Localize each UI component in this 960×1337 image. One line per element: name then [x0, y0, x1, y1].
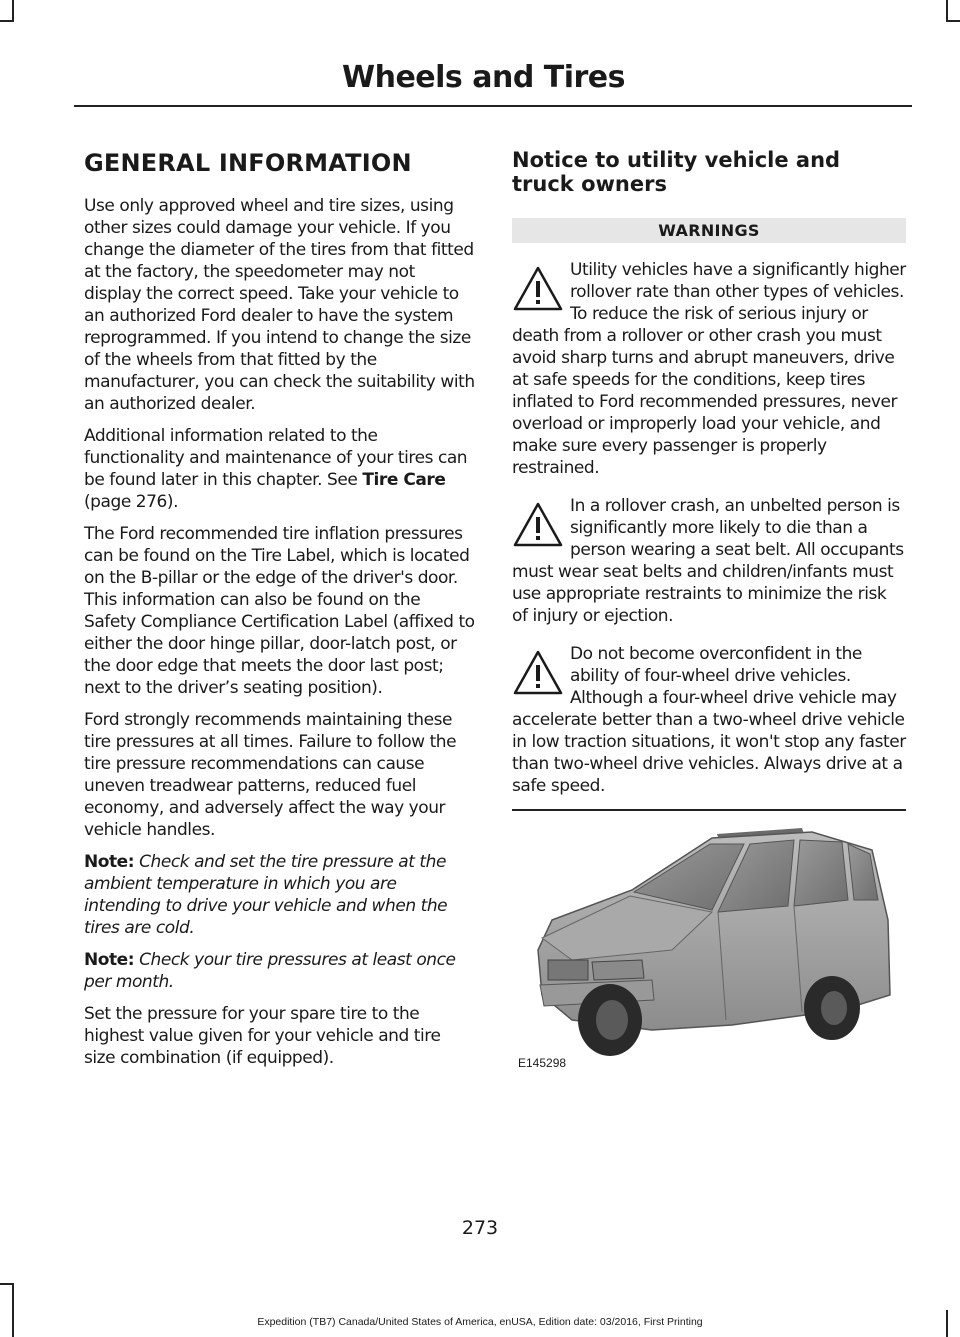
- warnings-banner: WARNINGS: [512, 218, 906, 243]
- page-number: 273: [461, 1217, 499, 1239]
- crop-mark: [12, 1283, 14, 1337]
- crop-mark: [946, 0, 948, 20]
- paragraph: Ford strongly recommends maintaining these tire pressures at all times. Failure to follow the tire pressure recommendations can cause uneven treadwear patterns, reduced fuel economy, and adversely affect the way your vehicle handles.: [84, 710, 457, 840]
- warning-text: Do not become overconfident in the ability of four-wheel drive vehicles. Although a four-wheel drive vehicle may accelerate better than a two-wheel drive vehicle in low traction situations, it won't stop any faster than two-wheel drive vehicles. Always drive at a safe speed.: [512, 644, 906, 796]
- paragraph: The Ford recommended tire inflation pressures can be found on the Tire Label, which is located on the B-pillar or the edge of the driver's door. This information can also be found on the Safety Compliance Certification Label (affixed to either the door hinge pillar, door-latch post, or the door edge that meets the door last post; next to the driver’s seating position).: [84, 524, 475, 698]
- section-title: GENERAL INFORMATION: [84, 149, 412, 177]
- crop-mark: [12, 0, 14, 20]
- warning-triangle-icon: [512, 649, 564, 697]
- right-column: [512, 140, 906, 811]
- warning-triangle-icon: [512, 265, 564, 313]
- figure-code: E145298: [518, 1056, 567, 1070]
- page-header-title: Wheels and Tires: [342, 60, 625, 95]
- paragraph: Set the pressure for your spare tire to the highest value given for your vehicle and tire size combination (if equipped).: [84, 1004, 441, 1068]
- paragraph-text: Additional information related to the functionality and maintenance of your tires can be found later in this chapter. See: [84, 426, 468, 490]
- note-text: Check your tire pressures at least once per month.: [84, 950, 456, 992]
- warning-text: In a rollover crash, an unbelted person is significantly more likely to die than a person wearing a seat belt. All occupants must wear seat belts and children/infants must use appropriate restraints to minimize the risk of injury or ejection.: [512, 496, 904, 626]
- footer-text: Expedition (TB7) Canada/United States of America, enUSA, Edition date: 03/2016, First Printing: [257, 1316, 703, 1328]
- note: [84, 949, 476, 993]
- paragraph: Use only approved wheel and tire sizes, using other sizes could damage your vehicle. If you change the diameter of the tires from that fitted at the factory, the speedometer may not display the correct speed. Take your vehicle to an authorized Ford dealer to have the system reprogrammed. If you intend to change the size of the wheels from that fitted by the manufacturer, you can check the suitability with an authorized dealer.: [84, 196, 475, 414]
- header-divider: [74, 105, 912, 107]
- tire-care-link[interactable]: Tire Care: [362, 470, 446, 490]
- warning-item: [512, 643, 906, 797]
- left-column: [84, 140, 476, 1079]
- suv-illustration: [512, 820, 906, 1070]
- paragraph-with-reference: [84, 425, 476, 513]
- suv-image: [512, 820, 906, 1070]
- crop-mark: [0, 20, 14, 22]
- warning-text: Utility vehicles have a significantly higher rollover rate than other types of vehicles. To reduce the risk of serious injury or death from a rollover or other crash you must avoid sharp turns and abrupt maneuvers, drive at safe speeds for the conditions, keep tires inflated to Ford recommended pressures, never overload or improperly load your vehicle, and make sure every passenger is properly restrained.: [512, 260, 906, 478]
- note-text: Check and set the tire pressure at the ambient temperature in which you are intending to drive your vehicle and when the tires are cold.: [84, 852, 448, 938]
- warning-item: [512, 495, 906, 627]
- subsection-title: Notice to utility vehicle and truck owners: [512, 148, 841, 196]
- warning-triangle-icon: [512, 501, 564, 549]
- crop-mark: [946, 20, 960, 22]
- page-reference: (page 276).: [84, 492, 179, 512]
- warnings-divider: [512, 809, 906, 811]
- note: [84, 851, 476, 939]
- note-label: Note:: [84, 852, 135, 872]
- note-label: Note:: [84, 950, 135, 970]
- crop-mark: [0, 1283, 14, 1285]
- warning-item: [512, 259, 906, 479]
